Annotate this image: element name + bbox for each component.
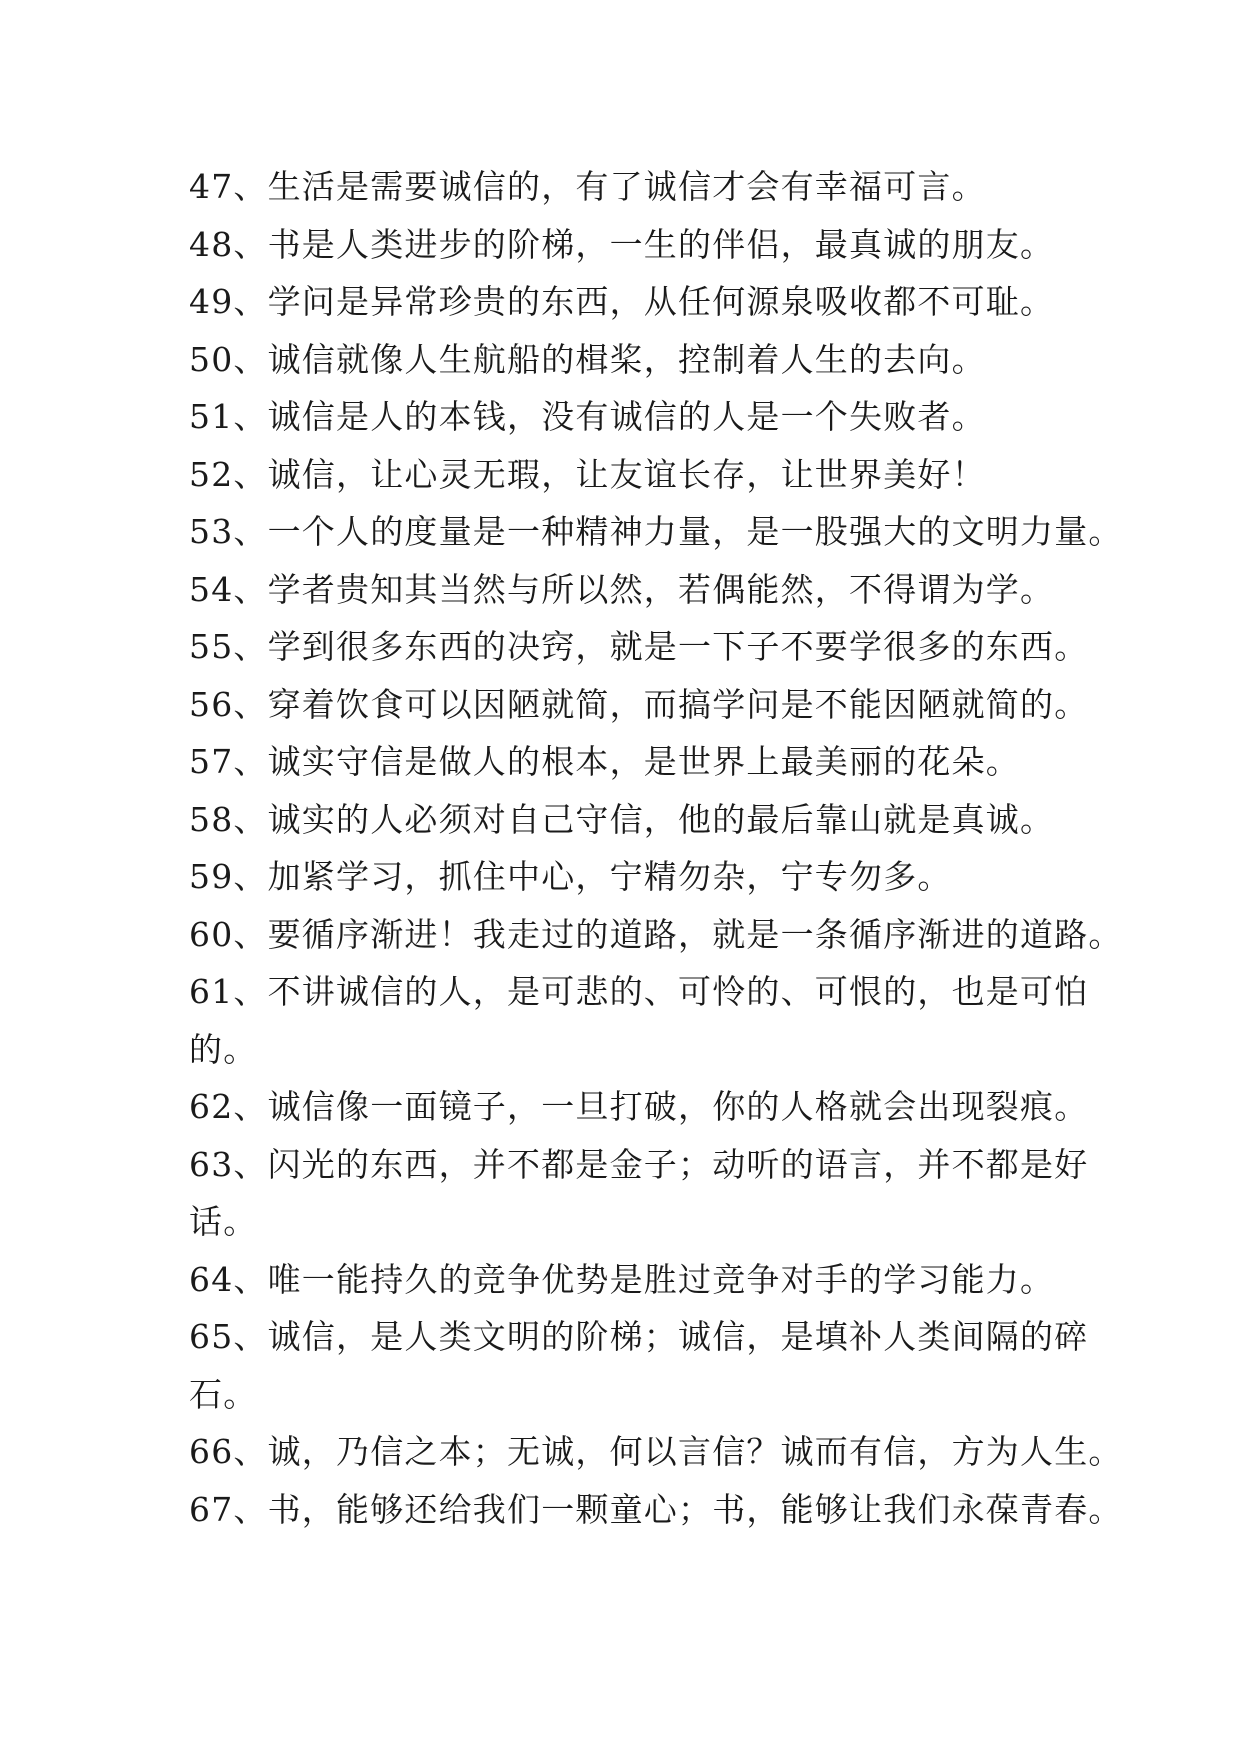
text-line: 62、诚信像一面镜子，一旦打破，你的人格就会出现裂痕。 — [189, 1087, 1089, 1126]
text-line: 话。 — [189, 1202, 258, 1241]
text-line: 61、不讲诚信的人，是可悲的、可怜的、可恨的，也是可怕 — [189, 972, 1089, 1011]
text-line: 67、书，能够还给我们一颗童心；书，能够让我们永葆青春。 — [189, 1489, 1123, 1529]
text-line: 的。 — [189, 1029, 258, 1069]
text-line: 50、诚信就像人生航船的楫桨，控制着人生的去向。 — [189, 339, 986, 379]
text-line: 57、诚实守信是做人的根本，是世界上最美丽的花朵。 — [189, 742, 1020, 781]
text-line: 54、学者贵知其当然与所以然，若偶能然，不得谓为学。 — [189, 569, 1055, 609]
text-line: 48、书是人类进步的阶梯，一生的伴侣，最真诚的朋友。 — [189, 224, 1055, 264]
text-line: 55、学到很多东西的决窍，就是一下子不要学很多的东西。 — [189, 627, 1089, 666]
text-line: 53、一个人的度量是一种精神力量，是一股强大的文明力量。 — [189, 512, 1123, 551]
text-line: 51、诚信是人的本钱，没有诚信的人是一个失败者。 — [189, 397, 986, 436]
text-line: 石。 — [189, 1374, 258, 1414]
text-line: 64、唯一能持久的竞争优势是胜过竞争对手的学习能力。 — [189, 1259, 1055, 1299]
text-line: 66、诚，乃信之本；无诚，何以言信？诚而有信，方为人生。 — [189, 1432, 1123, 1471]
text-line: 52、诚信，让心灵无瑕，让友谊长存，让世界美好！ — [189, 454, 986, 494]
text-line: 56、穿着饮食可以因陋就简，而搞学问是不能因陋就简的。 — [189, 684, 1089, 724]
text-line: 60、要循序渐进！我走过的道路，就是一条循序渐进的道路。 — [189, 914, 1123, 954]
quote-list — [189, 158, 1123, 1538]
text-line: 47、生活是需要诚信的，有了诚信才会有幸福可言。 — [189, 167, 986, 206]
text-line: 59、加紧学习，抓住中心，宁精勿杂，宁专勿多。 — [189, 857, 952, 896]
text-line: 49、学问是异常珍贵的东西，从任何源泉吸收都不可耻。 — [189, 282, 1055, 321]
text-line: 63、闪光的东西，并不都是金子；动听的语言，并不都是好 — [189, 1144, 1089, 1184]
text-line: 58、诚实的人必须对自己守信，他的最后靠山就是真诚。 — [189, 799, 1055, 839]
text-line: 65、诚信，是人类文明的阶梯；诚信，是填补人类间隔的碎 — [189, 1317, 1089, 1356]
